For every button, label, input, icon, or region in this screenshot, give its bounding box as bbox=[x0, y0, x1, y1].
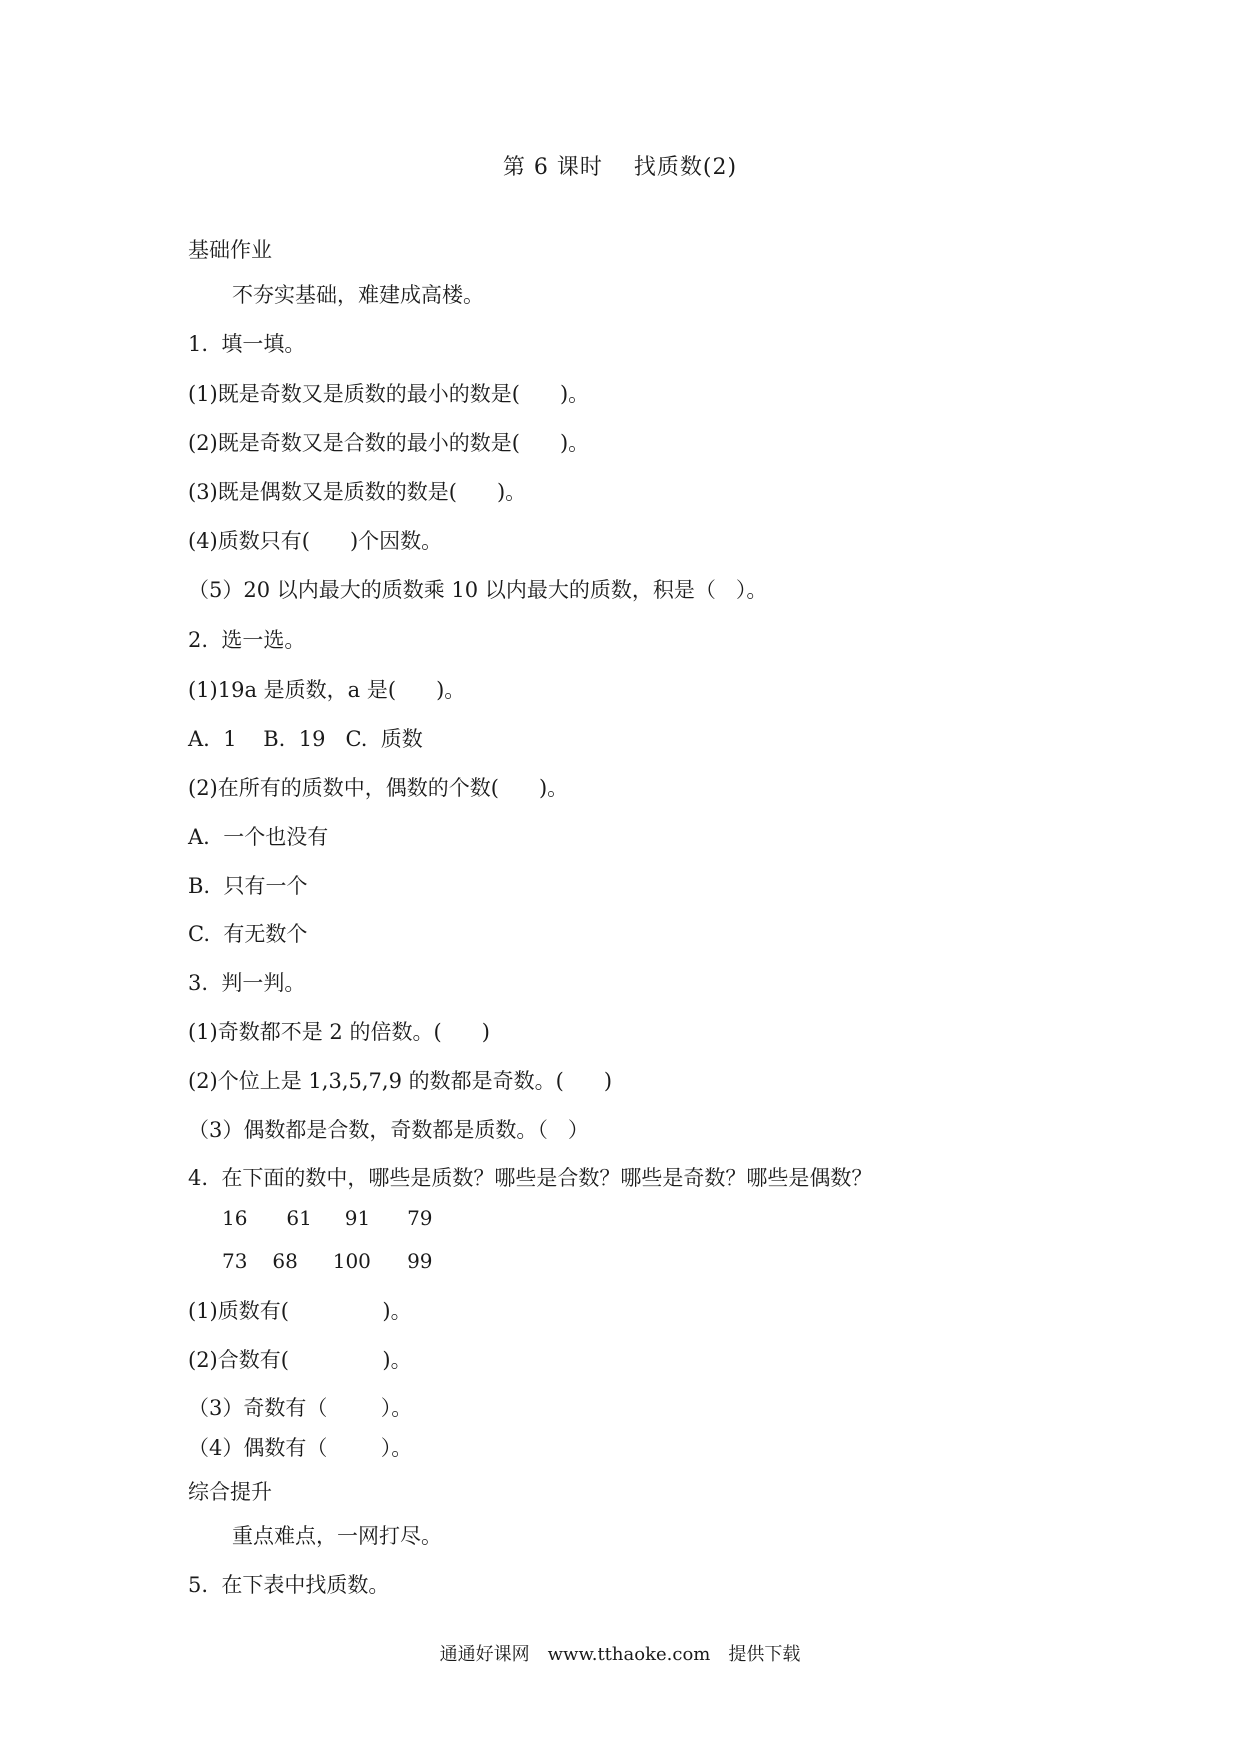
question-1-item: (3)既是偶数又是质数的数是( )。 bbox=[188, 480, 527, 504]
question-1-prompt: 1. 填一填。 bbox=[188, 332, 306, 356]
number-cell: 100 bbox=[332, 1249, 371, 1273]
number-cell: 68 bbox=[272, 1249, 298, 1273]
question-4-item: （4）偶数有（ ）。 bbox=[188, 1436, 413, 1460]
question-3-prompt: 3. 判一判。 bbox=[188, 971, 306, 995]
question-2-sub1: (1)19a 是质数，a 是( )。 bbox=[188, 678, 466, 702]
question-4-item: (2)合数有( )。 bbox=[188, 1348, 412, 1372]
question-2-sub2: (2)在所有的质数中，偶数的个数( )。 bbox=[188, 776, 569, 800]
section-motto-advanced: 重点难点，一网打尽。 bbox=[232, 1524, 442, 1548]
question-3-item: (2)个位上是 1,3,5,7,9 的数都是奇数。( ) bbox=[188, 1069, 613, 1093]
question-2-option: C. 有无数个 bbox=[188, 922, 308, 946]
question-2-sub1-options: A. 1 B. 19 C. 质数 bbox=[188, 727, 423, 751]
page-title: 第 6 课时 找质数(2) bbox=[502, 155, 738, 180]
question-4-item: (1)质数有( )。 bbox=[188, 1299, 412, 1323]
section-heading-basic: 基础作业 bbox=[188, 238, 272, 262]
question-2-prompt: 2. 选一选。 bbox=[188, 628, 306, 652]
number-cell: 61 bbox=[286, 1206, 312, 1230]
section-motto-basic: 不夯实基础，难建成高楼。 bbox=[232, 283, 484, 307]
number-cell: 73 bbox=[222, 1249, 248, 1273]
question-5-prompt: 5. 在下表中找质数。 bbox=[188, 1573, 390, 1597]
number-row bbox=[222, 1247, 457, 1275]
question-1-item: (1)既是奇数又是质数的最小的数是( )。 bbox=[188, 382, 590, 406]
page-footer: 通通好课网 www.tthaoke.com 提供下载 bbox=[439, 1644, 801, 1665]
question-1-item: (2)既是奇数又是合数的最小的数是( )。 bbox=[188, 431, 590, 455]
number-cell: 16 bbox=[222, 1206, 248, 1230]
number-cell: 99 bbox=[407, 1249, 433, 1273]
question-3-item: （3）偶数都是合数，奇数都是质数。（ ） bbox=[188, 1118, 589, 1142]
question-2-option: A. 一个也没有 bbox=[188, 825, 329, 849]
question-2-option: B. 只有一个 bbox=[188, 874, 308, 898]
number-row bbox=[222, 1204, 457, 1232]
question-4-item: （3）奇数有（ ）。 bbox=[188, 1396, 413, 1420]
number-cell: 79 bbox=[407, 1206, 433, 1230]
section-heading-advanced: 综合提升 bbox=[188, 1480, 272, 1504]
number-cell: 91 bbox=[344, 1206, 371, 1230]
question-1-item: (4)质数只有( )个因数。 bbox=[188, 529, 443, 553]
question-1-item: （5）20 以内最大的质数乘 10 以内最大的质数，积是（ ）。 bbox=[188, 578, 768, 602]
question-4-prompt: 4. 在下面的数中，哪些是质数？哪些是合数？哪些是奇数？哪些是偶数？ bbox=[188, 1166, 873, 1190]
question-3-item: (1)奇数都不是 2 的倍数。( ) bbox=[188, 1020, 490, 1044]
